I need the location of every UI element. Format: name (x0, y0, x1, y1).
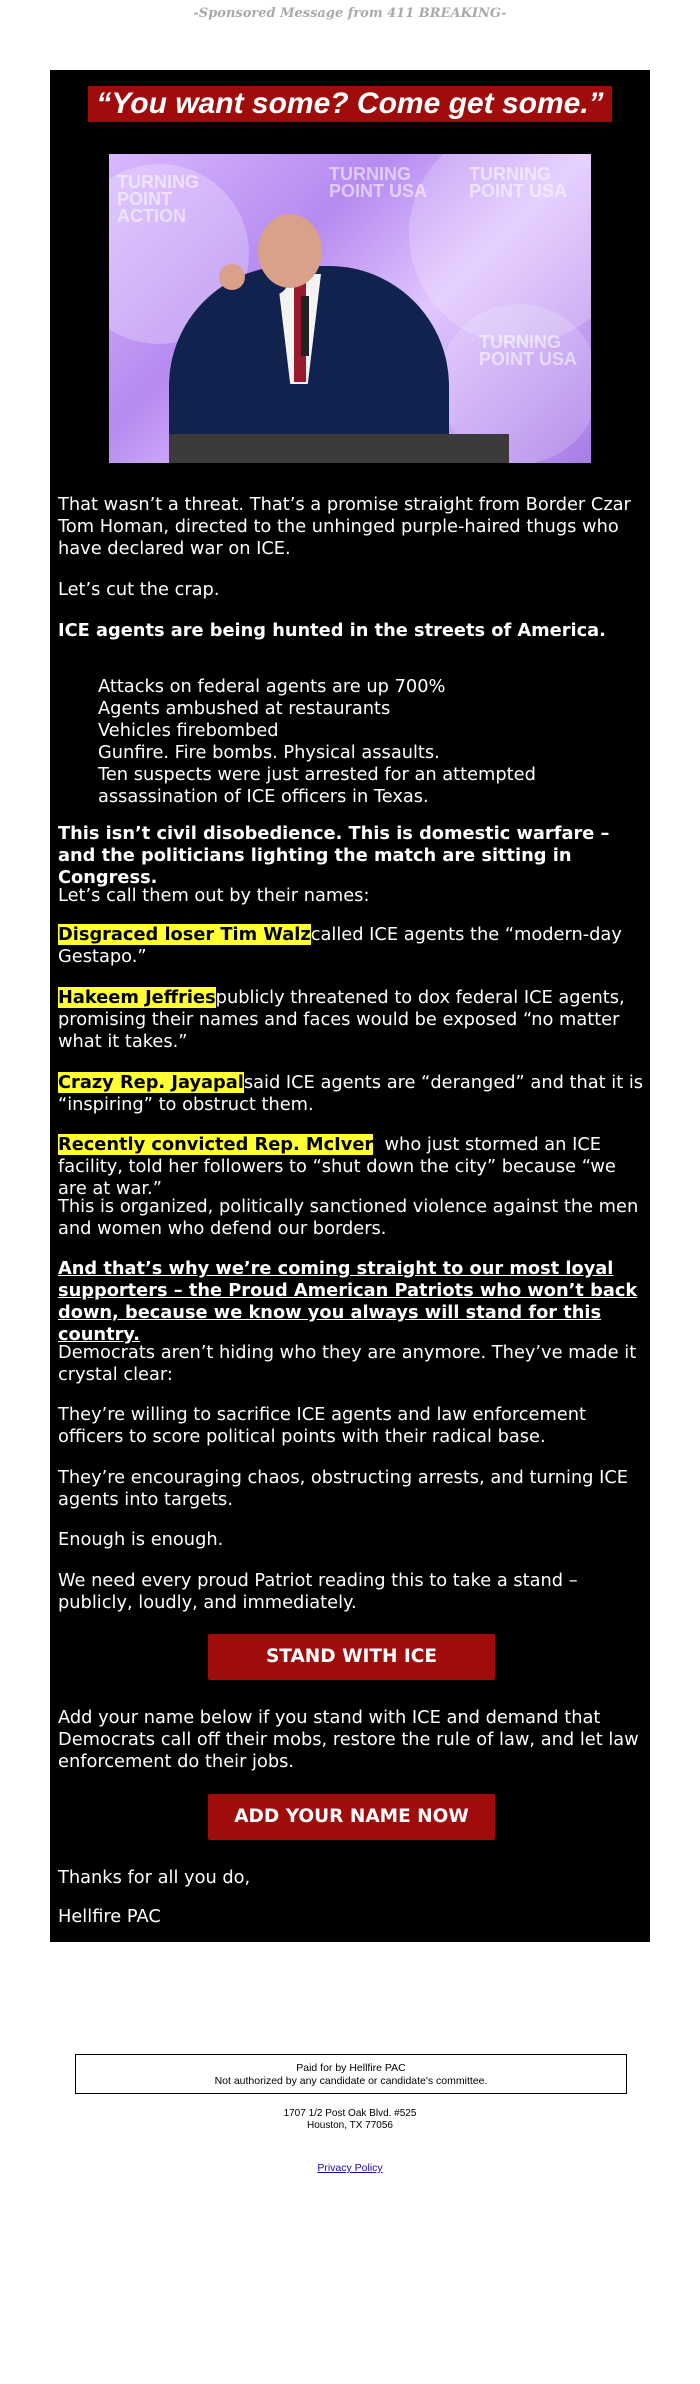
sponsored-label: -Sponsored Message from 411 BREAKING- (193, 6, 507, 21)
paragraph-bold: ICE agents are being hunted in the streets of America. (58, 620, 606, 641)
backdrop-text: TURNING POINT USA (329, 164, 428, 201)
callout-mciver (58, 1134, 648, 1200)
paragraph: We need every proud Patriot reading this to take a stand – publicly, loudly, and immediately. (58, 1570, 578, 1613)
paragraph: Democrats aren’t hiding who they are anymore. They’ve made it crystal clear: (58, 1342, 637, 1385)
callout-text: publicly threatened to dox federal ICE agents, promising their names and faces would be exposed “no matter what it takes.” (58, 987, 625, 1052)
add-your-name-button[interactable]: ADD YOUR NAME NOW (208, 1794, 495, 1840)
privacy-policy-link[interactable]: Privacy Policy (317, 2162, 383, 2174)
list-item: Ten suspects were just arrested for an attempted assassination of ICE officers in Texas. (98, 764, 536, 807)
paragraph: Let’s call them out by their names: (58, 885, 370, 906)
paragraph: Enough is enough. (58, 1529, 224, 1550)
callout-jeffries (58, 987, 648, 1053)
paragraph: They’re willing to sacrifice ICE agents and law enforcement officers to score political points with their radical base. (58, 1404, 586, 1447)
headline-wrap (58, 86, 642, 122)
paragraph: Thanks for all you do, (58, 1867, 251, 1888)
paragraph: Add your name below if you stand with ICE and demand that Democrats call off their mobs, restore the rule of law, and let law enforcement do their jobs. (58, 1707, 639, 1772)
paragraph-underlined: And that’s why we’re coming straight to our most loyal supporters – the Proud American Patriots who won’t back down, because we know you always will stand for this country. (58, 1258, 638, 1345)
paragraph: That wasn’t a threat. That’s a promise straight from Border Czar Tom Homan, directed to the unhinged purple-haired thugs who have declared war on ICE. (58, 494, 631, 559)
callout-walz (58, 924, 648, 968)
paragraph: Let’s cut the crap. (58, 579, 220, 600)
callout-text: called ICE agents the “modern-day Gestapo.” (58, 924, 622, 967)
backdrop-text: TURNING POINT USA (469, 164, 568, 201)
paid-for-text: Paid for by Hellfire PAC (296, 2062, 406, 2074)
microphone (301, 296, 309, 356)
callout-name: Hakeem Jeffries (58, 987, 216, 1008)
podium (169, 434, 509, 463)
callout-name: Crazy Rep. Jayapal (58, 1072, 244, 1093)
speaker-head (258, 214, 322, 288)
callout-name: Disgraced loser Tim Walz (58, 924, 311, 945)
stand-with-ice-button[interactable]: STAND WITH ICE (208, 1634, 495, 1680)
list-item: Vehicles firebombed (98, 720, 279, 741)
mailing-address (0, 2108, 700, 2132)
list-item: Gunfire. Fire bombs. Physical assaults. (98, 742, 440, 763)
backdrop-text: TURNING POINT USA (479, 332, 578, 369)
not-authorized-text: Not authorized by any candidate or candidate's committee. (214, 2075, 488, 2087)
callout-name: Recently convicted Rep. McIver (58, 1134, 374, 1155)
address-line: Houston, TX 77056 (307, 2120, 393, 2131)
list-item: Attacks on federal agents are up 700% (98, 676, 446, 697)
paragraph-bold: This isn’t civil disobedience. This is domestic warfare – and the politicians lighting the match are sitting in Congress. (58, 823, 610, 888)
paragraph: This is organized, politically sanctioned violence against the men and women who defend our borders. (58, 1196, 639, 1239)
paid-for-box (75, 2054, 627, 2094)
signature: Hellfire PAC (58, 1906, 161, 1927)
paragraph: They’re encouraging chaos, obstructing arrests, and turning ICE agents into targets. (58, 1467, 629, 1510)
list-item: Agents ambushed at restaurants (98, 698, 391, 719)
headline: “You want some? Come get some.” (88, 86, 611, 122)
callout-text: who just stormed an ICE facility, told her followers to “shut down the city” because “we are at war.” (58, 1134, 616, 1199)
callout-text: said ICE agents are “deranged” and that it is “inspiring” to obstruct them. (58, 1072, 644, 1115)
address-line: 1707 1/2 Post Oak Blvd. #525 (283, 2108, 417, 2119)
speaker-hand (219, 264, 245, 290)
attacks-list (98, 676, 648, 808)
callout-jayapal (58, 1072, 648, 1116)
hero-photo (109, 154, 591, 463)
backdrop-text: TURNING POINT ACTION (117, 172, 199, 226)
